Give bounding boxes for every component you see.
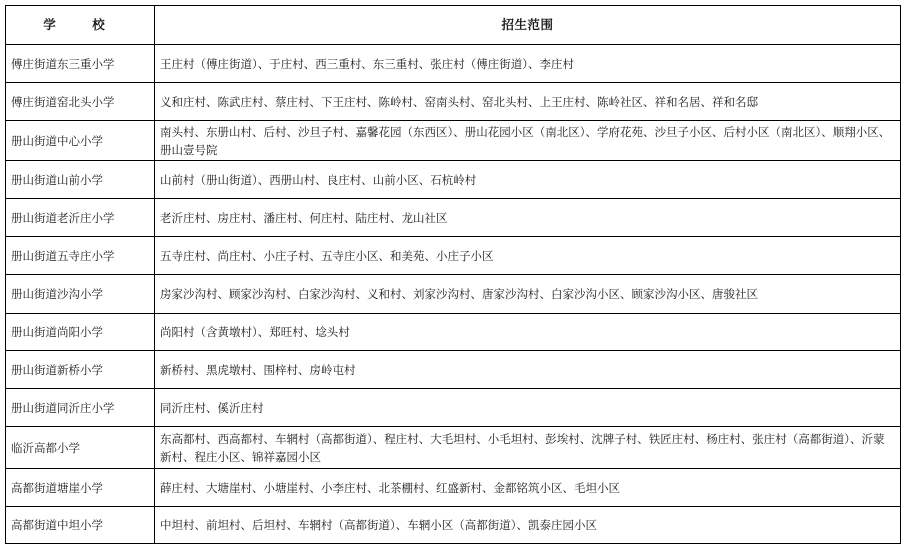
school-cell: 册山街道五寺庄小学 (6, 237, 155, 275)
table-row (6, 237, 901, 275)
table-row (6, 83, 901, 121)
school-cell: 册山街道山前小学 (6, 161, 155, 199)
range-cell: 五寺庄村、尚庄村、小庄子村、五寺庄小区、和美苑、小庄子小区 (155, 237, 901, 275)
table-row (6, 469, 901, 507)
table-row (6, 427, 901, 469)
school-cell: 册山街道新桥小学 (6, 351, 155, 389)
school-cell: 傅庄街道窑北头小学 (6, 83, 155, 121)
school-cell: 册山街道中心小学 (6, 121, 155, 161)
range-cell: 老沂庄村、房庄村、潘庄村、何庄村、陆庄村、龙山社区 (155, 199, 901, 237)
table-header-row (6, 6, 901, 45)
range-cell: 东高都村、西高都村、车辋村（高都街道）、程庄村、大毛坦村、小毛坦村、彭埃村、沈牌子村、铁匠庄村、杨庄村、张庄村（高都街道）、沂蒙新村、程庄小区、锦祥嘉园小区 (155, 427, 901, 469)
table-row (6, 275, 901, 314)
school-cell: 高都街道塘崖小学 (6, 469, 155, 507)
school-cell: 册山街道尚阳小学 (6, 314, 155, 351)
table-row (6, 389, 901, 427)
header-school (6, 6, 155, 45)
range-cell: 房家沙沟村、顾家沙沟村、白家沙沟村、义和村、刘家沙沟村、唐家沙沟村、白家沙沟小区、顾家沙沟小区、唐骏社区 (155, 275, 901, 314)
table-row (6, 351, 901, 389)
table-row (6, 507, 901, 544)
range-cell: 山前村（册山街道）、西册山村、良庄村、山前小区、石杭岭村 (155, 161, 901, 199)
table-row (6, 161, 901, 199)
range-cell: 薛庄村、大塘崖村、小塘崖村、小李庄村、北茶棚村、红盛新村、金都铭筑小区、毛坦小区 (155, 469, 901, 507)
table-row (6, 199, 901, 237)
school-cell: 册山街道老沂庄小学 (6, 199, 155, 237)
school-cell: 临沂高都小学 (6, 427, 155, 469)
range-cell: 义和庄村、陈武庄村、蔡庄村、下王庄村、陈岭村、窑南头村、窑北头村、上王庄村、陈岭社区、祥和名居、祥和名邸 (155, 83, 901, 121)
school-cell: 册山街道沙沟小学 (6, 275, 155, 314)
admission-table (5, 5, 901, 544)
table-row (6, 314, 901, 351)
table-row (6, 45, 901, 83)
range-cell: 尚阳村（含黄墩村）、郑旺村、埝头村 (155, 314, 901, 351)
school-cell: 册山街道同沂庄小学 (6, 389, 155, 427)
school-cell: 高都街道中坦小学 (6, 507, 155, 544)
range-cell: 王庄村（傅庄街道）、于庄村、西三重村、东三重村、张庄村（傅庄街道）、李庄村 (155, 45, 901, 83)
range-cell: 新桥村、黑虎墩村、围梓村、房岭屯村 (155, 351, 901, 389)
table-row (6, 121, 901, 161)
header-range (155, 6, 901, 45)
school-cell: 傅庄街道东三重小学 (6, 45, 155, 83)
header-school-label: 学 校 (43, 17, 117, 32)
header-range-label: 招生范围 (501, 17, 554, 32)
range-cell: 南头村、东册山村、后村、沙旦子村、嘉馨花园（东西区）、册山花园小区（南北区）、学府花苑、沙旦子小区、后村小区（南北区）、顺翔小区、册山壹号院 (155, 121, 901, 161)
range-cell: 同沂庄村、傒沂庄村 (155, 389, 901, 427)
range-cell: 中坦村、前坦村、后坦村、车辋村（高都街道）、车辋小区（高都街道）、凯泰庄园小区 (155, 507, 901, 544)
